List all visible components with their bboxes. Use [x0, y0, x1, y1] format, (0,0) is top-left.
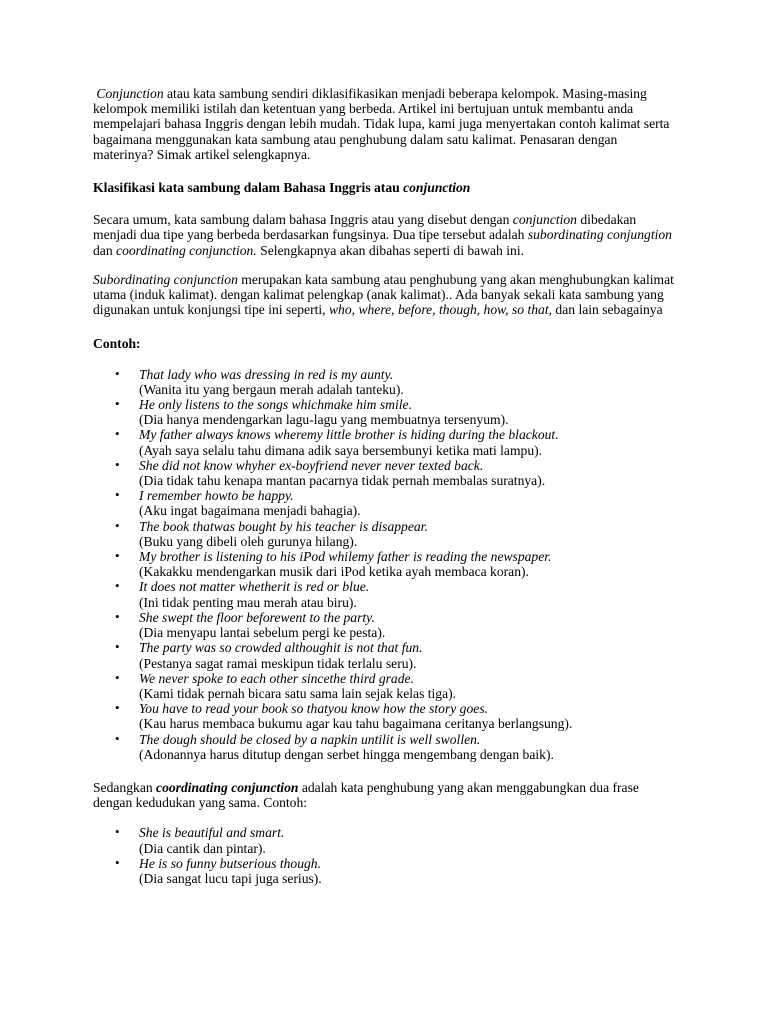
example-translation: (Dia hanya mendengarkan lagu-lagu yang membuatnya tersenyum). — [139, 412, 509, 428]
example-translation: (Kau harus membaca bukumu agar kau tahu bagaimana ceritanya berlangsung). — [139, 716, 573, 732]
example-translation: (Dia sangat lucu tapi juga serius). — [139, 870, 322, 886]
example-translation: (Adonannya harus ditutup dengan serbet hingga mengembang dengan baik). — [139, 746, 554, 762]
bullet-icon: • — [115, 608, 120, 624]
list-item — [115, 456, 678, 489]
list-item — [115, 578, 678, 610]
bullet-icon: • — [115, 730, 120, 746]
example-translation: (Pestanya sagat ramai meskipun tidak terlalu seru). — [139, 655, 417, 671]
types-term2: subordinating conjungtion — [527, 227, 672, 243]
list-item — [115, 669, 678, 701]
example-english: My father always knows wheremy little brother is hiding during the blackout. — [139, 427, 559, 443]
types-term3: coordinating conjunction. — [116, 242, 257, 258]
list-item — [115, 396, 678, 428]
bullet-icon: • — [115, 487, 120, 503]
subordinating-term: Subordinating conjunction — [93, 271, 238, 287]
list-item — [115, 854, 678, 886]
example-translation: (Dia cantik dan pintar). — [139, 840, 266, 856]
example-english: My brother is listening to his iPod whilemy father is reading the newspaper. — [139, 549, 552, 565]
example-english: That lady who was dressing in red is my aunty. — [139, 366, 394, 382]
types-part1: Secara umum, kata sambung dalam bahasa Inggris atau yang disebut dengan — [93, 212, 513, 228]
example-english: He only listens to the songs whichmake him smile. — [139, 397, 412, 413]
list-item — [115, 700, 678, 732]
example-translation: (Dia menyapu lantai sebelum pergi ke pesta). — [139, 625, 386, 641]
list-item — [115, 548, 678, 580]
example-translation: (Buku yang dibeli oleh gurunya hilang). — [139, 533, 358, 549]
section-heading-text: Klasifikasi kata sambung dalam Bahasa Inggris atau — [93, 180, 404, 196]
list-item — [115, 487, 678, 519]
list-item — [115, 824, 678, 856]
example-english: She swept the floor beforewent to the party. — [139, 609, 375, 625]
example-english: It does not matter whetherit is red or blue. — [139, 579, 370, 595]
list-item — [115, 517, 678, 549]
section-heading-term: conjunction — [403, 180, 471, 196]
contoh-heading: Contoh: — [93, 336, 141, 352]
coordinating-example-list — [93, 825, 678, 886]
coordinating-part2: adalah kata penghubung yang akan menggabungkan dua frase dengan kedudukan yang sama. Contoh: — [93, 779, 639, 811]
types-term1: conjunction — [512, 212, 577, 228]
example-english: We never spoke to each other sincethe third grade. — [139, 670, 414, 686]
subordinating-example-list — [93, 367, 678, 762]
list-item — [115, 608, 678, 641]
bullet-icon: • — [115, 700, 120, 716]
bullet-icon: • — [115, 824, 120, 840]
types-part2: dibedakan menjadi dua tipe yang berbeda berdasarkan fungsinya. Dua tipe tersebut adalah — [93, 212, 637, 243]
example-english: She is beautiful and smart. — [139, 825, 285, 841]
bullet-icon: • — [115, 548, 120, 564]
types-paragraph — [93, 212, 678, 258]
bullet-icon: • — [115, 456, 120, 472]
bullet-icon: • — [115, 426, 120, 442]
coordinating-paragraph — [93, 780, 678, 810]
coordinating-part1: Sedangkan — [93, 779, 157, 795]
example-translation: (Ayah saya selalu tahu dimana adik saya bersembunyi ketika mati lampu). — [139, 442, 543, 458]
example-translation: (Dia tidak tahu kenapa mantan pacarnya tidak pernah membalas suratnya). — [139, 473, 546, 489]
bullet-icon: • — [115, 669, 120, 685]
example-translation: (Wanita itu yang bergaun merah adalah tanteku). — [139, 381, 404, 397]
example-english: The party was so crowded althoughit is not that fun. — [139, 640, 423, 656]
bullet-icon: • — [115, 854, 120, 870]
example-translation: (Kami tidak pernah bicara satu sama lain sejak kelas tiga). — [139, 685, 457, 701]
example-translation: (Kakakku mendengarkan musik dari iPod ketika ayah membaca koran). — [139, 564, 529, 580]
types-part4: Selengkapnya akan dibahas seperti di bawah ini. — [256, 242, 524, 258]
intro-text: atau kata sambung sendiri diklasifikasikan menjadi beberapa kelompok. Masing-masing kelompok memiliki istilah dan ketentuan yang berbeda. Artikel ini bertujuan untuk membantu anda mempelajari bahasa Inggris dengan lebih mudah. Tidak lupa, kami juga menyertakan contoh kalimat serta bagaimana menggunakan kata sambung atau penghubung dalam satu kalimat. Penasaran dengan materinya? Simak artikel selengkapnya. — [93, 86, 670, 162]
list-item — [115, 426, 678, 458]
example-english: You have to read your book so thatyou know how the story goes. — [139, 701, 489, 717]
types-part3: dan — [93, 242, 117, 258]
example-english: The book thatwas bought by his teacher is disappear. — [139, 518, 428, 534]
intro-paragraph — [93, 86, 678, 162]
intro-term: Conjunction — [96, 86, 164, 101]
bullet-icon: • — [115, 396, 120, 412]
subordinating-words: who, where, before, though, how, so that, — [328, 302, 553, 318]
subordinating-paragraph — [93, 272, 678, 318]
example-translation: (Aku ingat bagaimana menjadi bahagia). — [139, 503, 361, 519]
example-english: He is so funny butserious though. — [139, 855, 322, 871]
example-english: The dough should be closed by a napkin untilit is well swollen. — [139, 731, 481, 747]
list-item — [115, 365, 678, 397]
section-heading — [93, 180, 678, 195]
list-item — [115, 639, 678, 671]
bullet-icon: • — [115, 517, 120, 533]
subordinating-part1: merupakan kata sambung atau penghubung yang akan menghubungkan kalimat utama (induk kalimat). dengan kalimat pelengkap (anak kalimat).. Ada banyak sekali kata sambung yang digunakan untuk konjungsi tipe ini seperti, — [93, 271, 674, 318]
example-english: She did not know whyher ex-boyfriend never never texted back. — [139, 457, 484, 473]
example-english: I remember howto be happy. — [139, 488, 294, 504]
bullet-icon: • — [115, 639, 120, 655]
bullet-icon: • — [115, 578, 120, 594]
subordinating-part2: dan lain sebagainya — [552, 302, 663, 318]
list-item — [115, 730, 678, 762]
example-translation: (Ini tidak penting mau merah atau biru). — [139, 594, 357, 610]
bullet-icon: • — [115, 365, 120, 381]
coordinating-term: coordinating conjunction — [156, 779, 299, 795]
